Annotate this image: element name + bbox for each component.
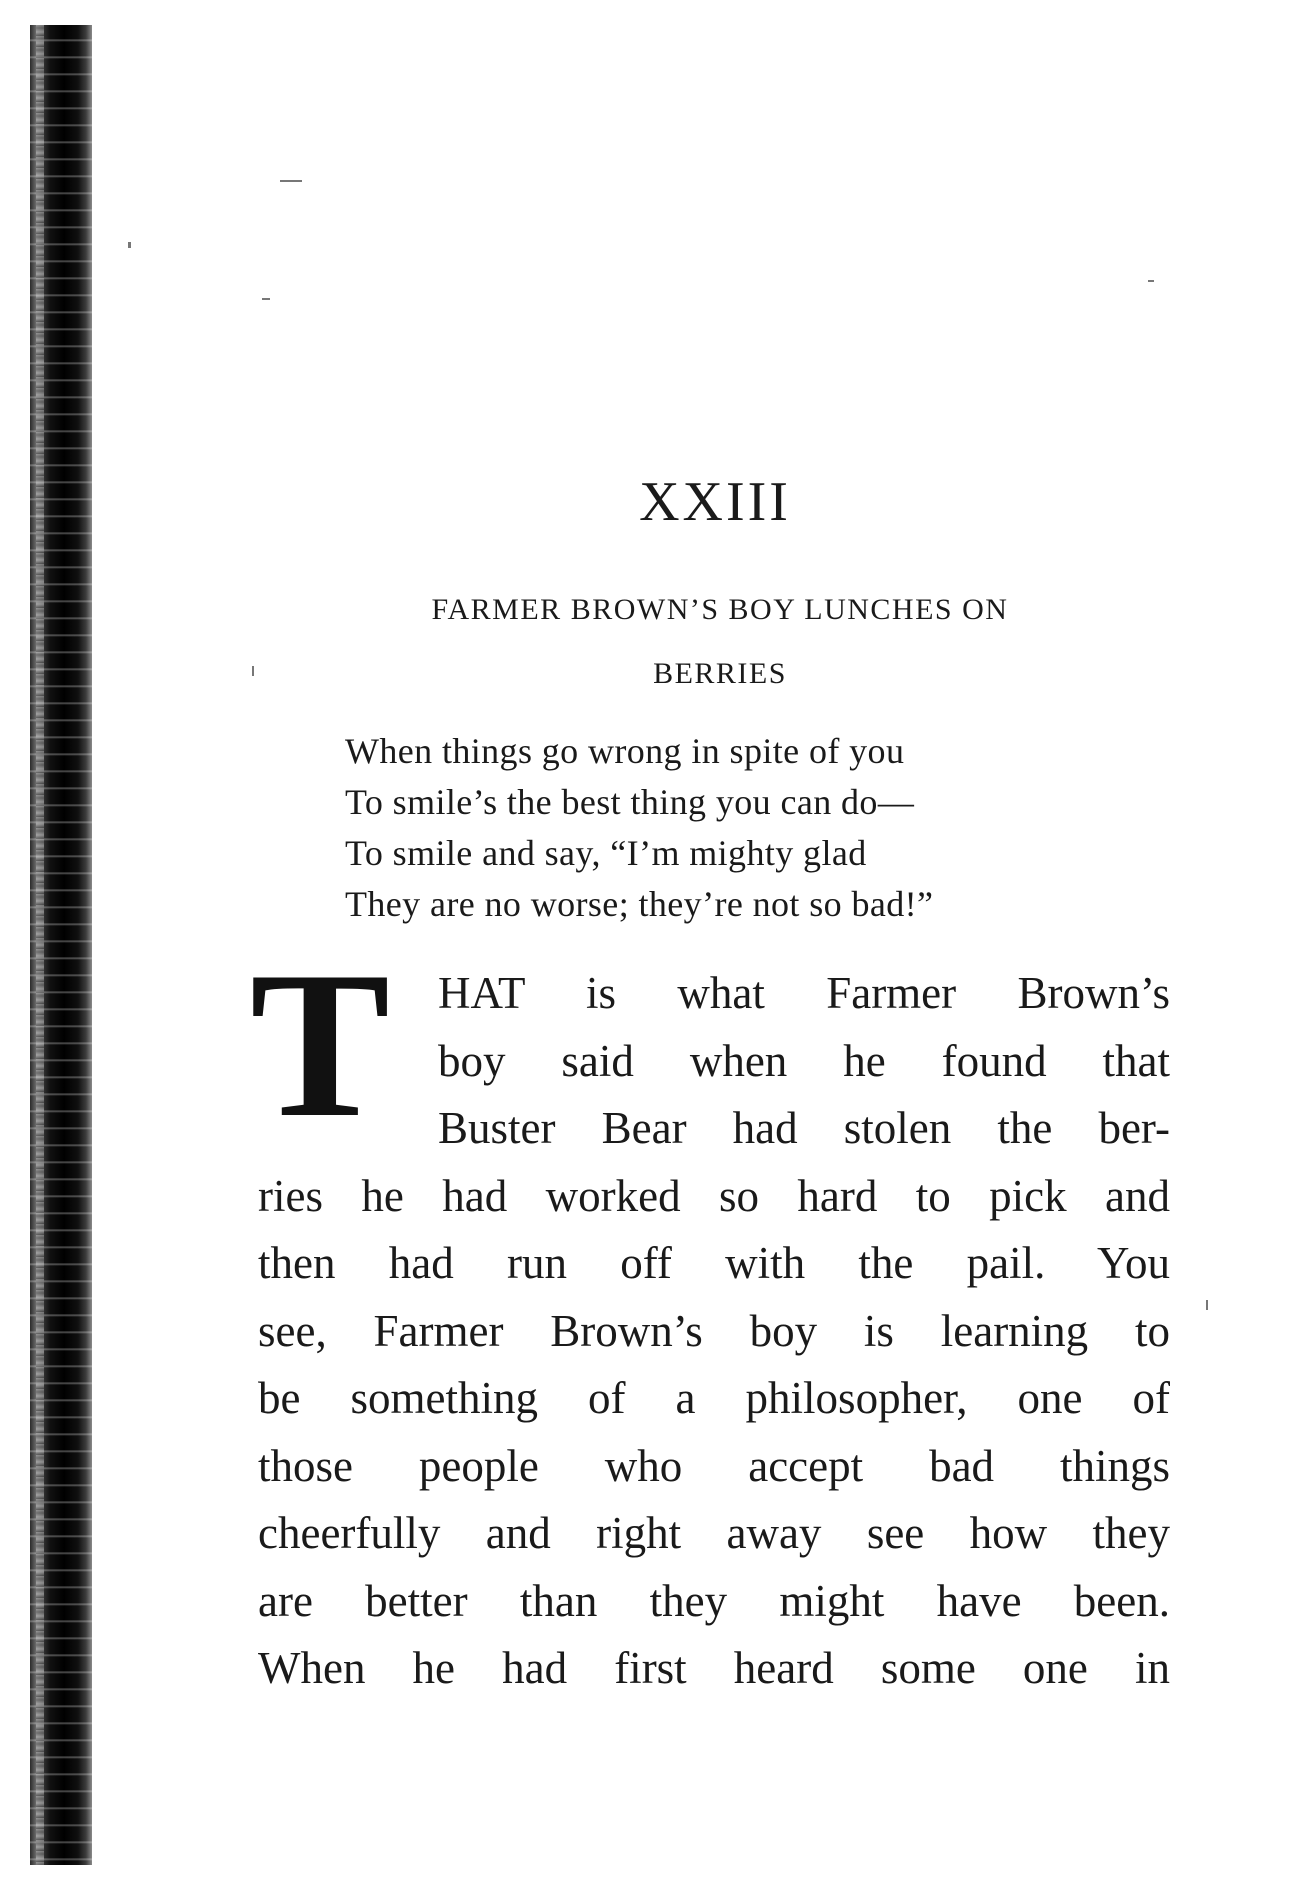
scanned-binding-edge xyxy=(30,25,92,1865)
body-line: When he had first heard some one in xyxy=(258,1643,1170,1693)
body-line: are better than they might have been. xyxy=(258,1575,1170,1626)
chapter-title-line: BERRIES xyxy=(653,657,787,690)
drop-cap: T xyxy=(250,929,391,1161)
poem-line: To smile and say, “I’m mighty glad xyxy=(345,833,867,873)
body-line: then had run off with the pail. You xyxy=(258,1238,1170,1288)
scan-speck xyxy=(252,666,254,676)
poem-line: They are no worse; they’re not so bad!” xyxy=(345,884,934,924)
poem-line: When things go wrong in spite of you xyxy=(345,731,905,771)
chapter-title xyxy=(300,578,1140,706)
body-line: boy said when he found that xyxy=(438,1035,1170,1086)
body-paragraph xyxy=(258,960,1170,1703)
body-line: HAT is what Farmer Brown’s xyxy=(438,968,1170,1018)
scan-speck xyxy=(280,180,302,182)
body-line: those people who accept bad things xyxy=(258,1440,1170,1491)
scan-speck xyxy=(1206,1300,1208,1310)
chapter-number: XXIII xyxy=(639,471,791,533)
body-line: Buster Bear had stolen the ber- xyxy=(438,1103,1170,1153)
body-line: see, Farmer Brown’s boy is learning to xyxy=(258,1305,1170,1356)
poem-line: To smile’s the best thing you can do— xyxy=(345,782,915,822)
body-line: cheerfully and right away see how they xyxy=(258,1508,1170,1558)
scan-speck xyxy=(128,242,131,248)
body-line: be something of a philosopher, one of xyxy=(258,1373,1170,1423)
chapter-title-line: FARMER BROWN’S BOY LUNCHES ON xyxy=(431,593,1009,626)
scan-speck xyxy=(1148,280,1154,282)
scan-speck xyxy=(262,298,270,300)
body-line: ries he had worked so hard to pick and xyxy=(258,1170,1170,1221)
epigraph-poem xyxy=(345,726,933,930)
